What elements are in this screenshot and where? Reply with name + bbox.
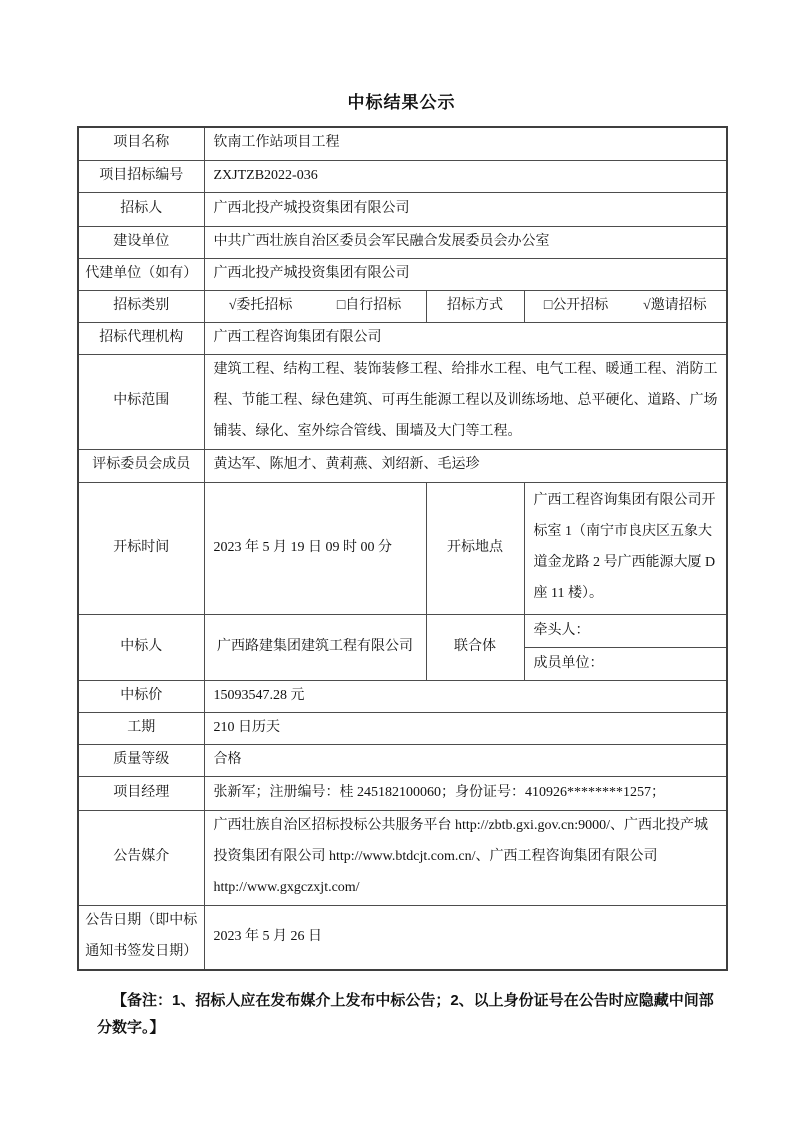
- opening-time-value: 2023 年 5 月 19 日 09 时 00 分: [204, 482, 426, 614]
- unchecked-box-icon: □: [336, 297, 346, 313]
- checkbox-entrusted-label: 委托招标: [236, 297, 293, 313]
- row-scope: [78, 354, 727, 449]
- row-tenderer: [78, 192, 727, 226]
- method-label: 招标方式: [426, 290, 524, 322]
- project-name-value: 钦南工作站项目工程: [204, 127, 727, 160]
- unchecked-box-icon: □: [543, 297, 553, 313]
- row-media: [78, 810, 727, 905]
- row-duration: [78, 712, 727, 744]
- opening-place-label: 开标地点: [426, 482, 524, 614]
- category-options: [204, 290, 426, 322]
- row-owner: [78, 226, 727, 258]
- checkbox-invited-label: 邀请招标: [650, 297, 707, 313]
- checkbox-open-tender: [544, 291, 608, 322]
- duration-value: 210 日历天: [204, 712, 727, 744]
- consortium-leader-label: 牵头人：: [525, 615, 727, 648]
- quality-value: 合格: [204, 744, 727, 776]
- announce-date-label: 公告日期（即中标通知书签发日期）: [78, 905, 204, 970]
- opening-place-value: 广西工程咨询集团有限公司开标室 1（南宁市良庆区五象大道金龙路 2 号广西能源大厦 D 座 11 楼）。: [524, 482, 727, 614]
- remark-note: 【备注：1、招标人应在发布媒介上发布中标公告；2、以上身份证号在公告时应隐藏中间部分数字。】: [97, 992, 714, 1036]
- checkbox-open-label: 公开招标: [552, 297, 609, 313]
- row-agent-builder: [78, 258, 727, 290]
- consortium-member-label: 成员单位：: [533, 655, 604, 671]
- opening-time-label: 开标时间: [78, 482, 204, 614]
- committee-label: 评标委员会成员: [78, 449, 204, 482]
- row-quality: [78, 744, 727, 776]
- tenderer-value: 广西北投产城投资集团有限公司: [204, 192, 727, 226]
- checkbox-self-label: 自行招标: [345, 297, 402, 313]
- agency-value: 广西工程咨询集团有限公司: [204, 322, 727, 354]
- consortium-label: 联合体: [426, 614, 524, 680]
- row-opening: [78, 482, 727, 614]
- bid-code-label: 项目招标编号: [78, 160, 204, 192]
- method-options: [524, 290, 727, 322]
- checkbox-self-tender: [337, 291, 401, 322]
- row-winner: [78, 614, 727, 680]
- agent-builder-value: 广西北投产城投资集团有限公司: [204, 258, 727, 290]
- manager-value: 张新军；注册编号：桂 245182100060；身份证号：410926********1257；: [204, 776, 727, 810]
- category-label: 招标类别: [78, 290, 204, 322]
- checkbox-entrusted-tender: [229, 291, 293, 322]
- manager-label: 项目经理: [78, 776, 204, 810]
- page-title: 中标结果公示: [347, 93, 456, 112]
- row-category: [78, 290, 727, 322]
- tenderer-label: 招标人: [78, 192, 204, 226]
- committee-value: 黄达军、陈旭才、黄莉燕、刘绍新、毛运珍: [204, 449, 727, 482]
- scope-label: 中标范围: [78, 354, 204, 449]
- row-bid-code: [78, 160, 727, 192]
- row-announce-date: [78, 905, 727, 970]
- quality-label: 质量等级: [78, 744, 204, 776]
- price-value: 15093547.28 元: [204, 680, 727, 712]
- agent-builder-label: 代建单位（如有）: [78, 258, 204, 290]
- owner-value: 中共广西壮族自治区委员会军民融合发展委员会办公室: [204, 226, 727, 258]
- bid-code-value: ZXJTZB2022-036: [204, 160, 727, 192]
- media-value: 广西壮族自治区招标投标公共服务平台 http://zbtb.gxi.gov.cn:9000/、广西北投产城投资集团有限公司 http://www.btdcjt.com.cn/、广西工程咨询集团有限公司 http://www.gxgczxjt.com/: [204, 810, 727, 905]
- announce-date-value: 2023 年 5 月 26 日: [204, 905, 727, 970]
- scope-value: 建筑工程、结构工程、装饰装修工程、给排水工程、电气工程、暖通工程、消防工程、节能工程、绿色建筑、可再生能源工程以及训练场地、总平硬化、道路、广场铺装、绿化、室外综合管线、围墙及大门等工程。: [204, 354, 727, 449]
- bid-result-table: [77, 126, 728, 971]
- project-name-label: 项目名称: [78, 127, 204, 160]
- checkbox-invited-tender: [643, 291, 707, 322]
- row-manager: [78, 776, 727, 810]
- row-agency: [78, 322, 727, 354]
- media-label: 公告媒介: [78, 810, 204, 905]
- row-project-name: [78, 127, 727, 160]
- row-price: [78, 680, 727, 712]
- winner-value: 广西路建集团建筑工程有限公司: [204, 614, 426, 680]
- owner-label: 建设单位: [78, 226, 204, 258]
- consortium-cell: [524, 614, 727, 680]
- agency-label: 招标代理机构: [78, 322, 204, 354]
- price-label: 中标价: [78, 680, 204, 712]
- duration-label: 工期: [78, 712, 204, 744]
- winner-label: 中标人: [78, 614, 204, 680]
- checked-mark-icon: √: [643, 297, 651, 313]
- row-committee: [78, 449, 727, 482]
- checked-mark-icon: √: [228, 297, 237, 313]
